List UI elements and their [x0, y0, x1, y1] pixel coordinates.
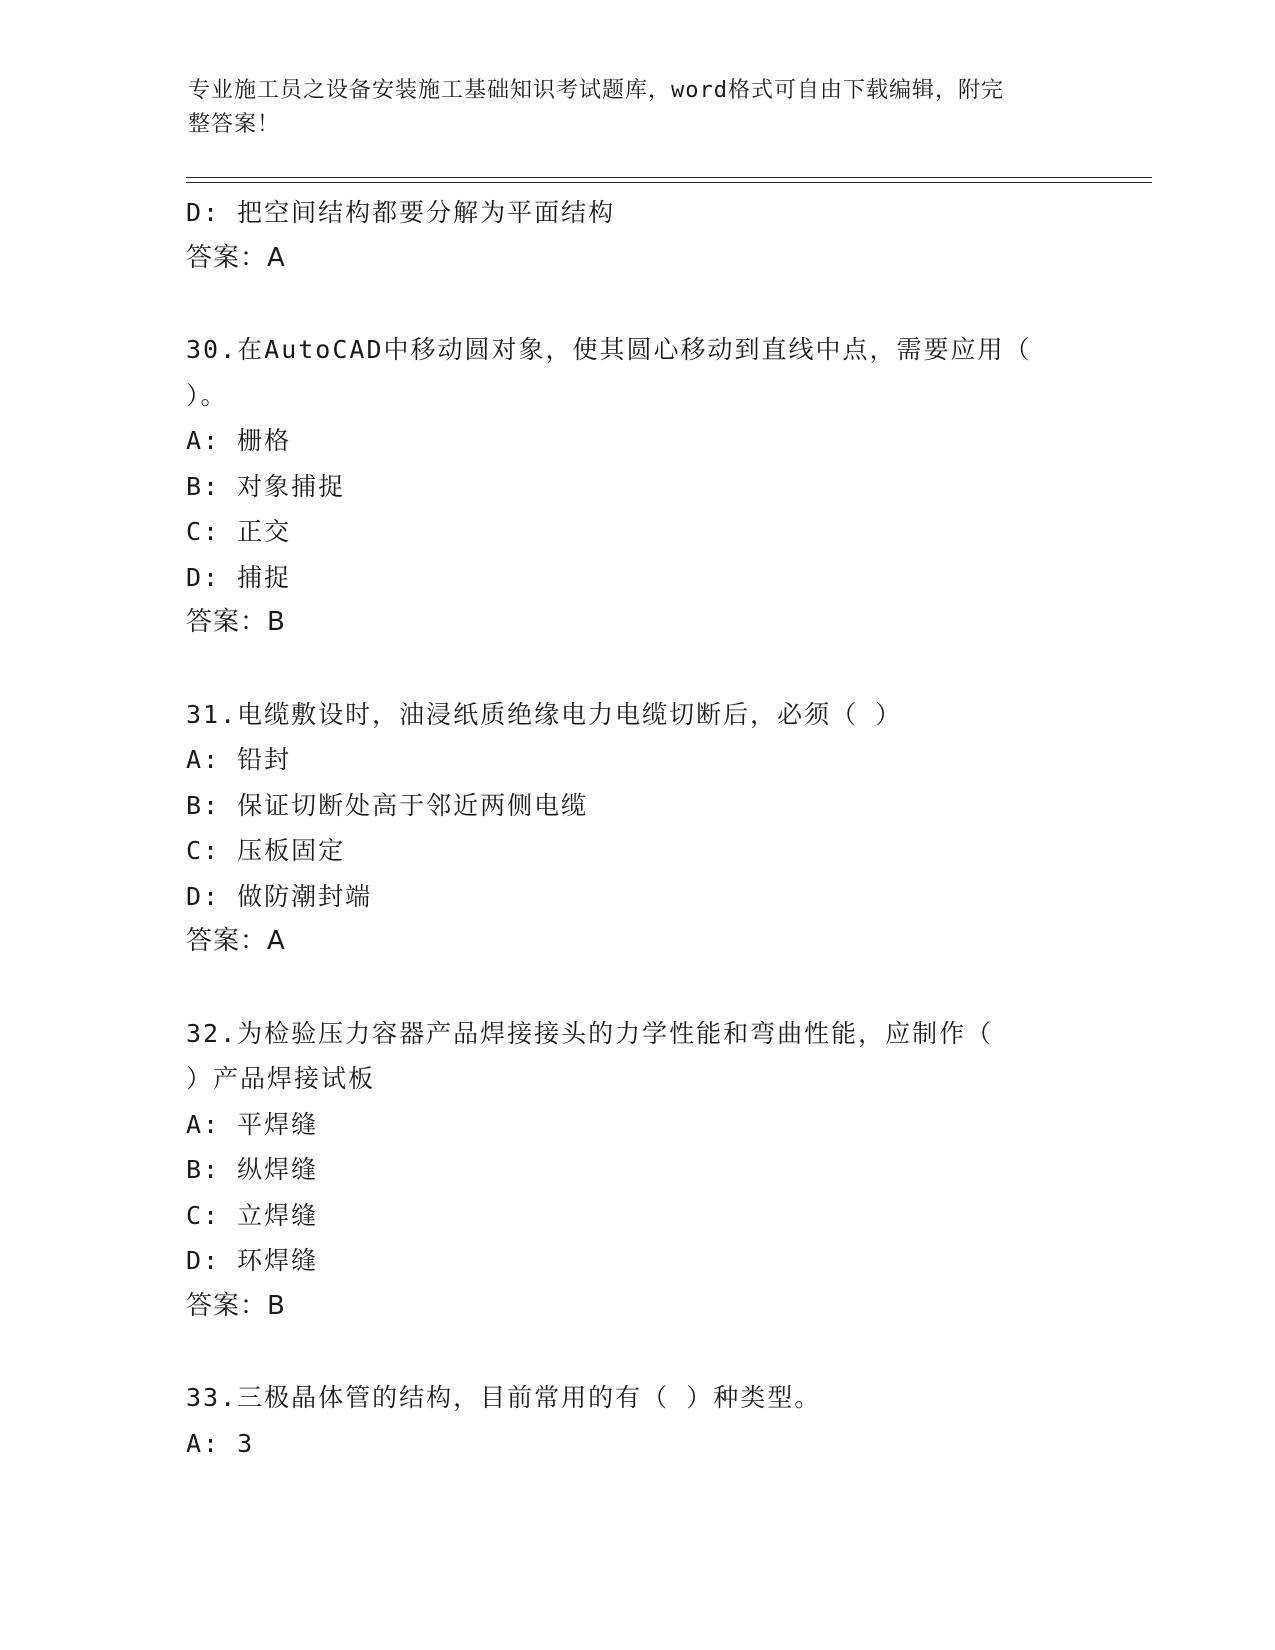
- option-a: A: 铅封: [186, 745, 292, 774]
- header-line-2: 整答案！: [188, 112, 281, 137]
- answer: 答案：A: [186, 926, 286, 956]
- question-text-line-1: 31.电缆敷设时，油浸纸质绝缘电力电缆切断后，必须（ ）: [186, 699, 903, 729]
- header-divider-top: [186, 177, 1152, 178]
- question-33: [186, 1375, 1086, 1466]
- option-b: B: 保证切断处高于邻近两侧电缆: [186, 790, 589, 820]
- document-header: [188, 74, 1068, 142]
- question-text-line-2: ）。: [186, 380, 228, 410]
- option-a: A: 平焊缝: [186, 1109, 319, 1139]
- option-d: D: 把空间结构都要分解为平面结构: [186, 198, 616, 227]
- option-c: C: 立焊缝: [186, 1200, 319, 1230]
- answer: 答案：B: [186, 607, 286, 637]
- question-text-line-1: 30.在AutoCAD中移动圆对象，使其圆心移动到直线中点，需要应用（: [186, 335, 1032, 364]
- question-29-tail: [186, 190, 1086, 281]
- spacer: [186, 281, 1086, 327]
- answer: 答案：A: [186, 242, 286, 273]
- option-d: D: 捕捉: [186, 562, 292, 592]
- spacer: [186, 1329, 1086, 1375]
- option-d: D: 做防潮封端: [186, 881, 373, 911]
- question-text-line-2: ）产品焊接试板: [186, 1064, 376, 1093]
- question-30: [186, 327, 1086, 646]
- question-text-line-1: 32.为检验压力容器产品焊接接头的力学性能和弯曲性能，应制作（: [186, 1018, 994, 1048]
- question-text-line-1: 33.三极晶体管的结构，目前常用的有（ ）种类型。: [186, 1383, 822, 1412]
- spacer: [186, 965, 1086, 1011]
- answer: 答案：B: [186, 1290, 286, 1321]
- option-d: D: 环焊缝: [186, 1246, 319, 1275]
- option-b: B: 纵焊缝: [186, 1155, 319, 1184]
- question-31: [186, 692, 1086, 965]
- option-a: A: 3: [186, 1428, 255, 1458]
- option-c: C: 压板固定: [186, 836, 346, 865]
- question-32: [186, 1011, 1086, 1330]
- header-divider-bottom: [186, 182, 1152, 183]
- option-b: B: 对象捕捉: [186, 471, 346, 501]
- option-a: A: 栅格: [186, 426, 292, 455]
- header-line-1: 专业施工员之设备安装施工基础知识考试题库，word格式可自由下载编辑，附完: [188, 78, 1004, 103]
- question-list: [186, 190, 1086, 1466]
- option-c: C: 正交: [186, 517, 292, 546]
- spacer: [186, 646, 1086, 692]
